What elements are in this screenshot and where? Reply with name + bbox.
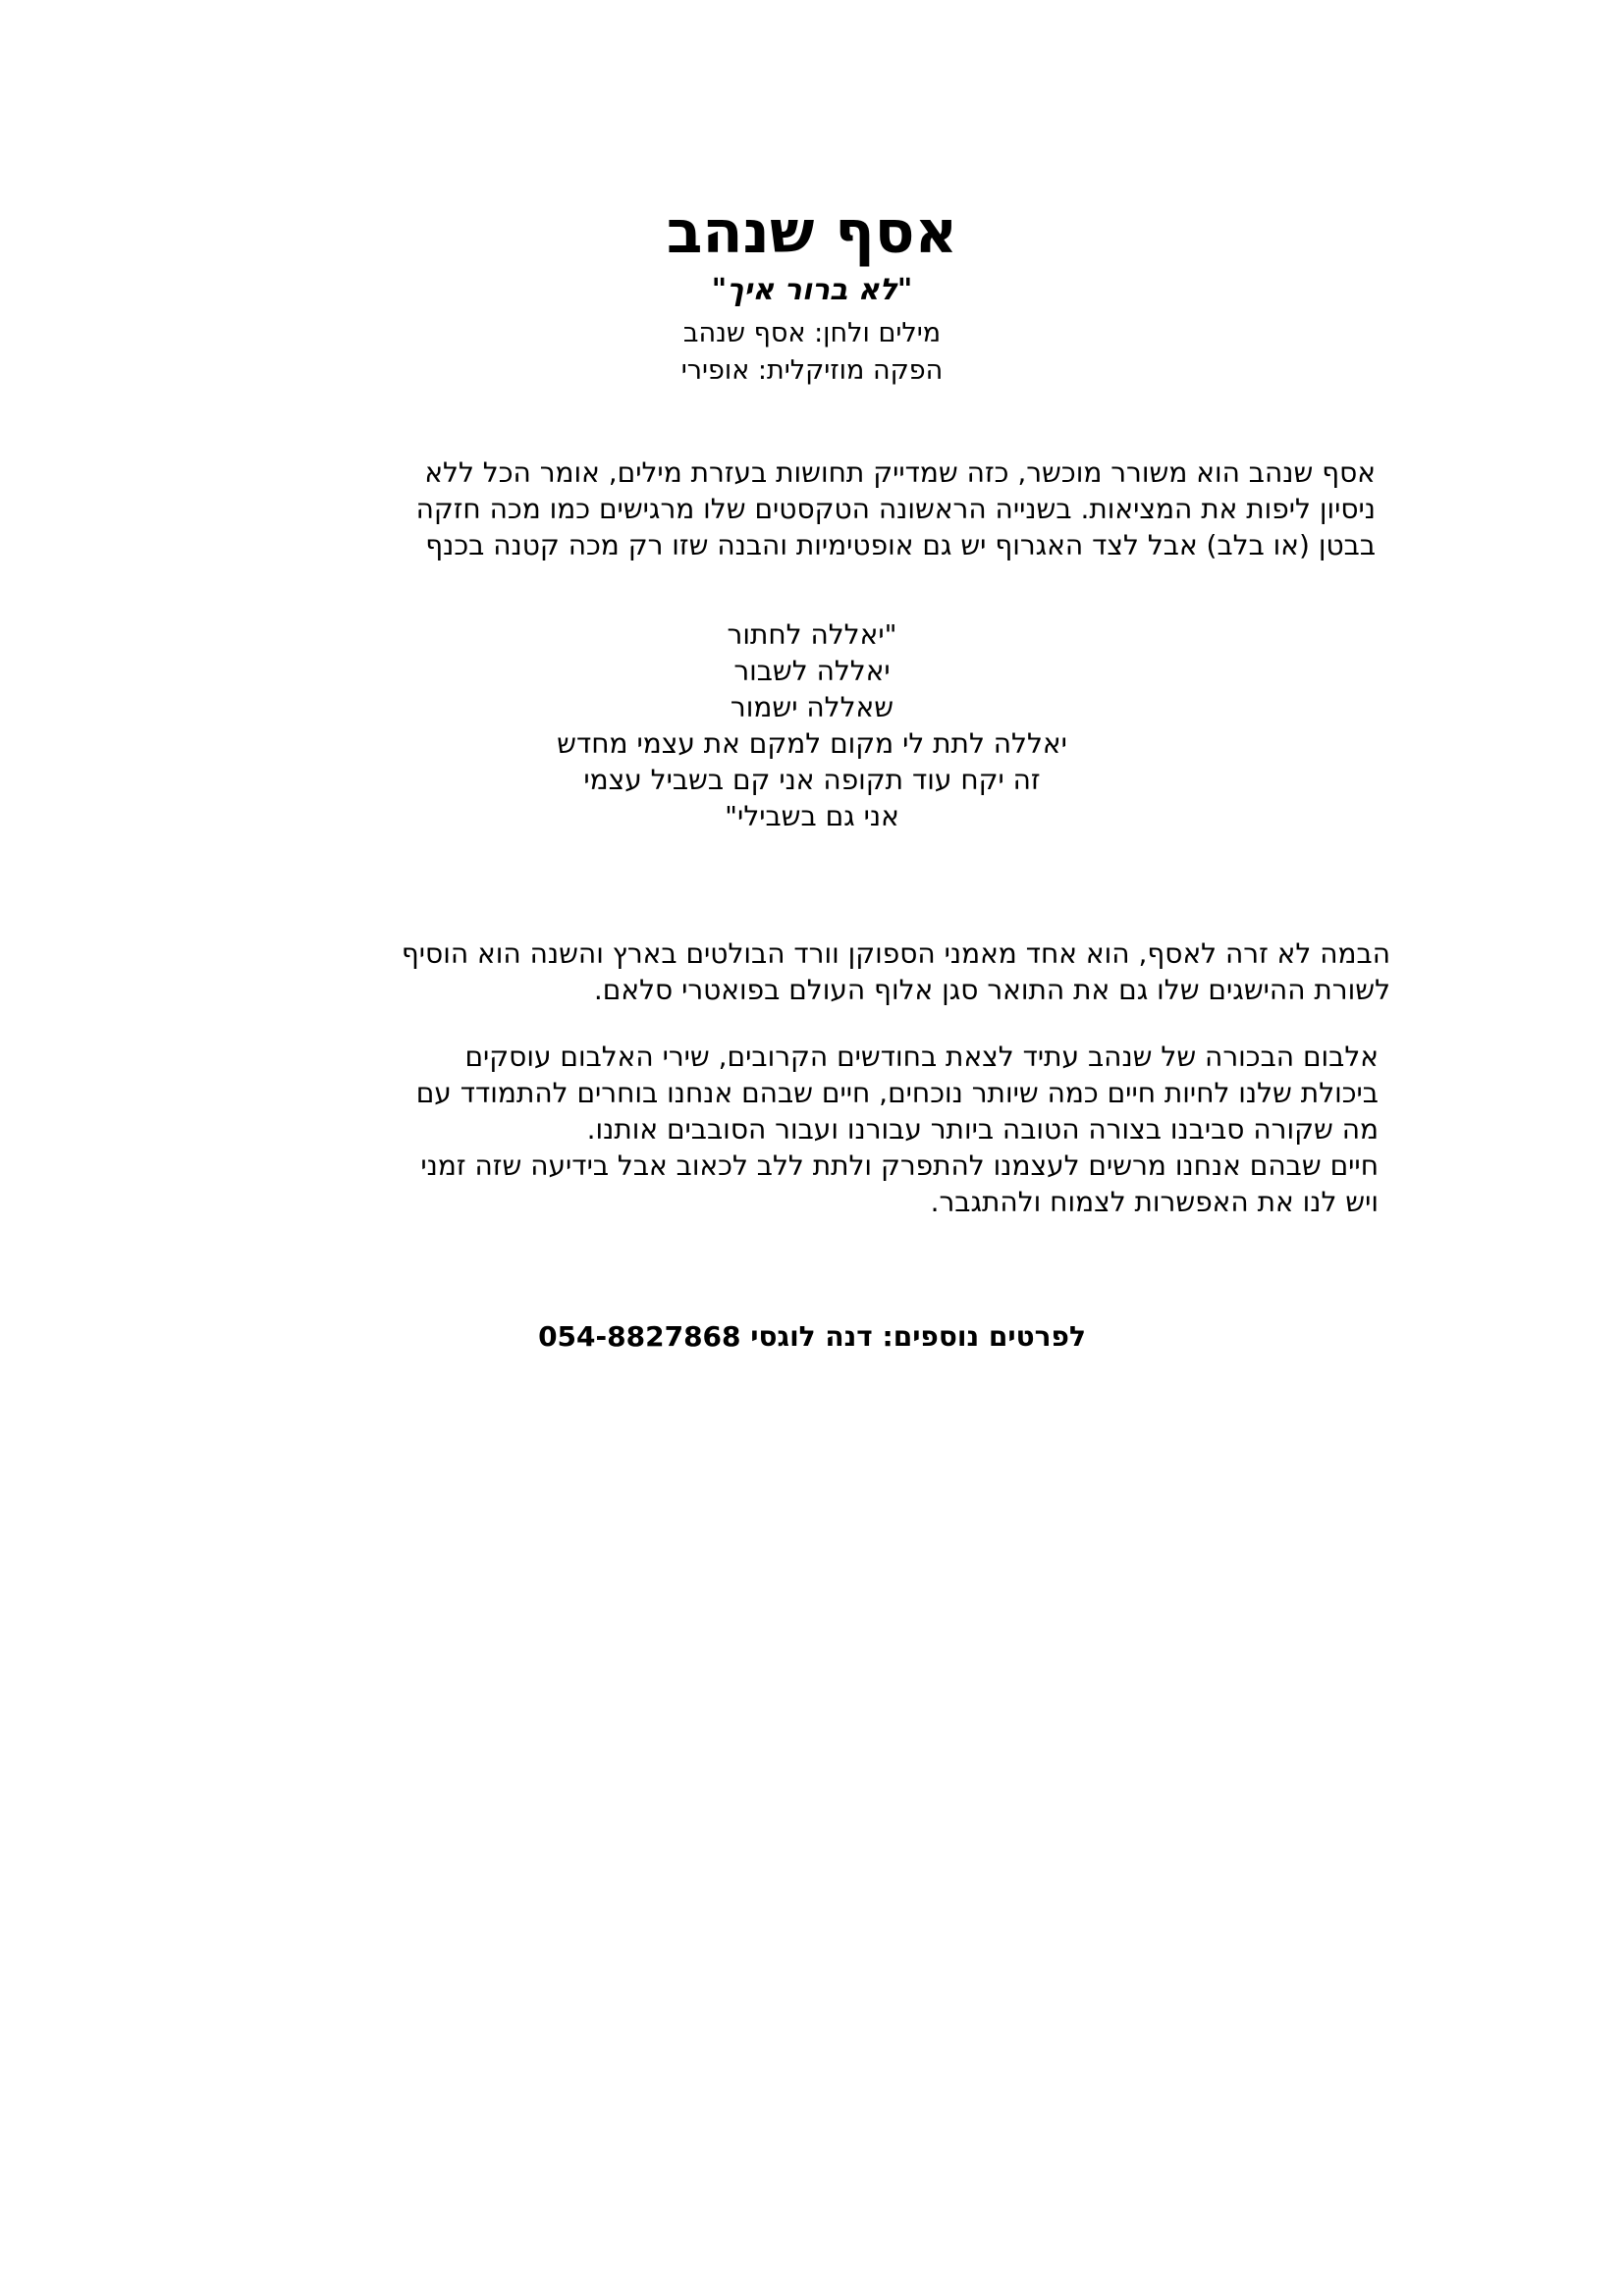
contact-details: לפרטים נוספים: דנה לוגסי 054-8827868: [538, 1320, 1086, 1353]
lyrics-line: "יאללה לחתור: [727, 618, 897, 651]
credit-production: הפקה מוזיקלית: אופירי: [680, 355, 944, 386]
album-paragraph: [230, 1039, 1379, 1220]
intro-line: אסף שנהב הוא משורר מוכשר, כזה שמדייק תחושות בעזרת מילים, אומר הכל ללא: [424, 456, 1376, 489]
lyrics-line: יאללה לתת לי מקום למקם את עצמי מחדש: [557, 727, 1067, 760]
intro-line: ניסיון ליפות את המציאות. בשנייה הראשונה הטקסטים שלו מרגישים כמו מכה חזקה: [415, 493, 1376, 525]
intro-paragraph: [237, 454, 1376, 563]
stage-paragraph: [232, 935, 1390, 1008]
album-line: ביכולת שלנו לחיות חיים כמה שיותר נוכחים, חיים שבהם אנחנו בוחרים להתמודד עם: [415, 1077, 1379, 1109]
artist-title: אסף שנהב: [666, 198, 958, 267]
album-line: ויש לנו את האפשרות לצמוח ולהתגבר.: [930, 1186, 1379, 1218]
lyrics-line: זה יקח עוד תקופה אני קם בשביל עצמי: [583, 764, 1041, 796]
lyrics-line: אני גם בשבילי": [725, 800, 899, 832]
intro-line: בבטן (או בלב) אבל לצד האגרוף יש גם אופטימיות והבנה שזו רק מכה קטנה בכנף: [425, 529, 1376, 561]
stage-line: הבמה לא זרה לאסף, הוא אחד מאמני הספוקן וורד הבולטים בארץ והשנה הוא הוסיף: [401, 937, 1390, 970]
album-line: אלבום הבכורה של שנהב עתיד לצאת בחודשים הקרובים, שירי האלבום עוסקים: [464, 1041, 1379, 1073]
song-title: "לא ברור איך": [711, 273, 913, 307]
album-line: מה שקורה סביבנו בצורה הטובה ביותר עבורנו ועבור הסובבים אותנו.: [586, 1113, 1379, 1146]
album-line: חיים שבהם אנחנו מרשים לעצמנו להתפרק ולתת ללב לכאוב אבל בידיעה שזה זמני: [420, 1149, 1379, 1182]
stage-line: לשורת ההישגים שלו גם את התואר סגן אלוף העולם בפואטרי סלאם.: [593, 974, 1390, 1006]
lyrics-quote: [0, 616, 1624, 834]
credit-words-music: מילים ולחן: אסף שנהב: [682, 318, 942, 348]
lyrics-line: שאללה ישמור: [730, 691, 894, 723]
lyrics-line: יאללה לשבור: [733, 655, 891, 687]
